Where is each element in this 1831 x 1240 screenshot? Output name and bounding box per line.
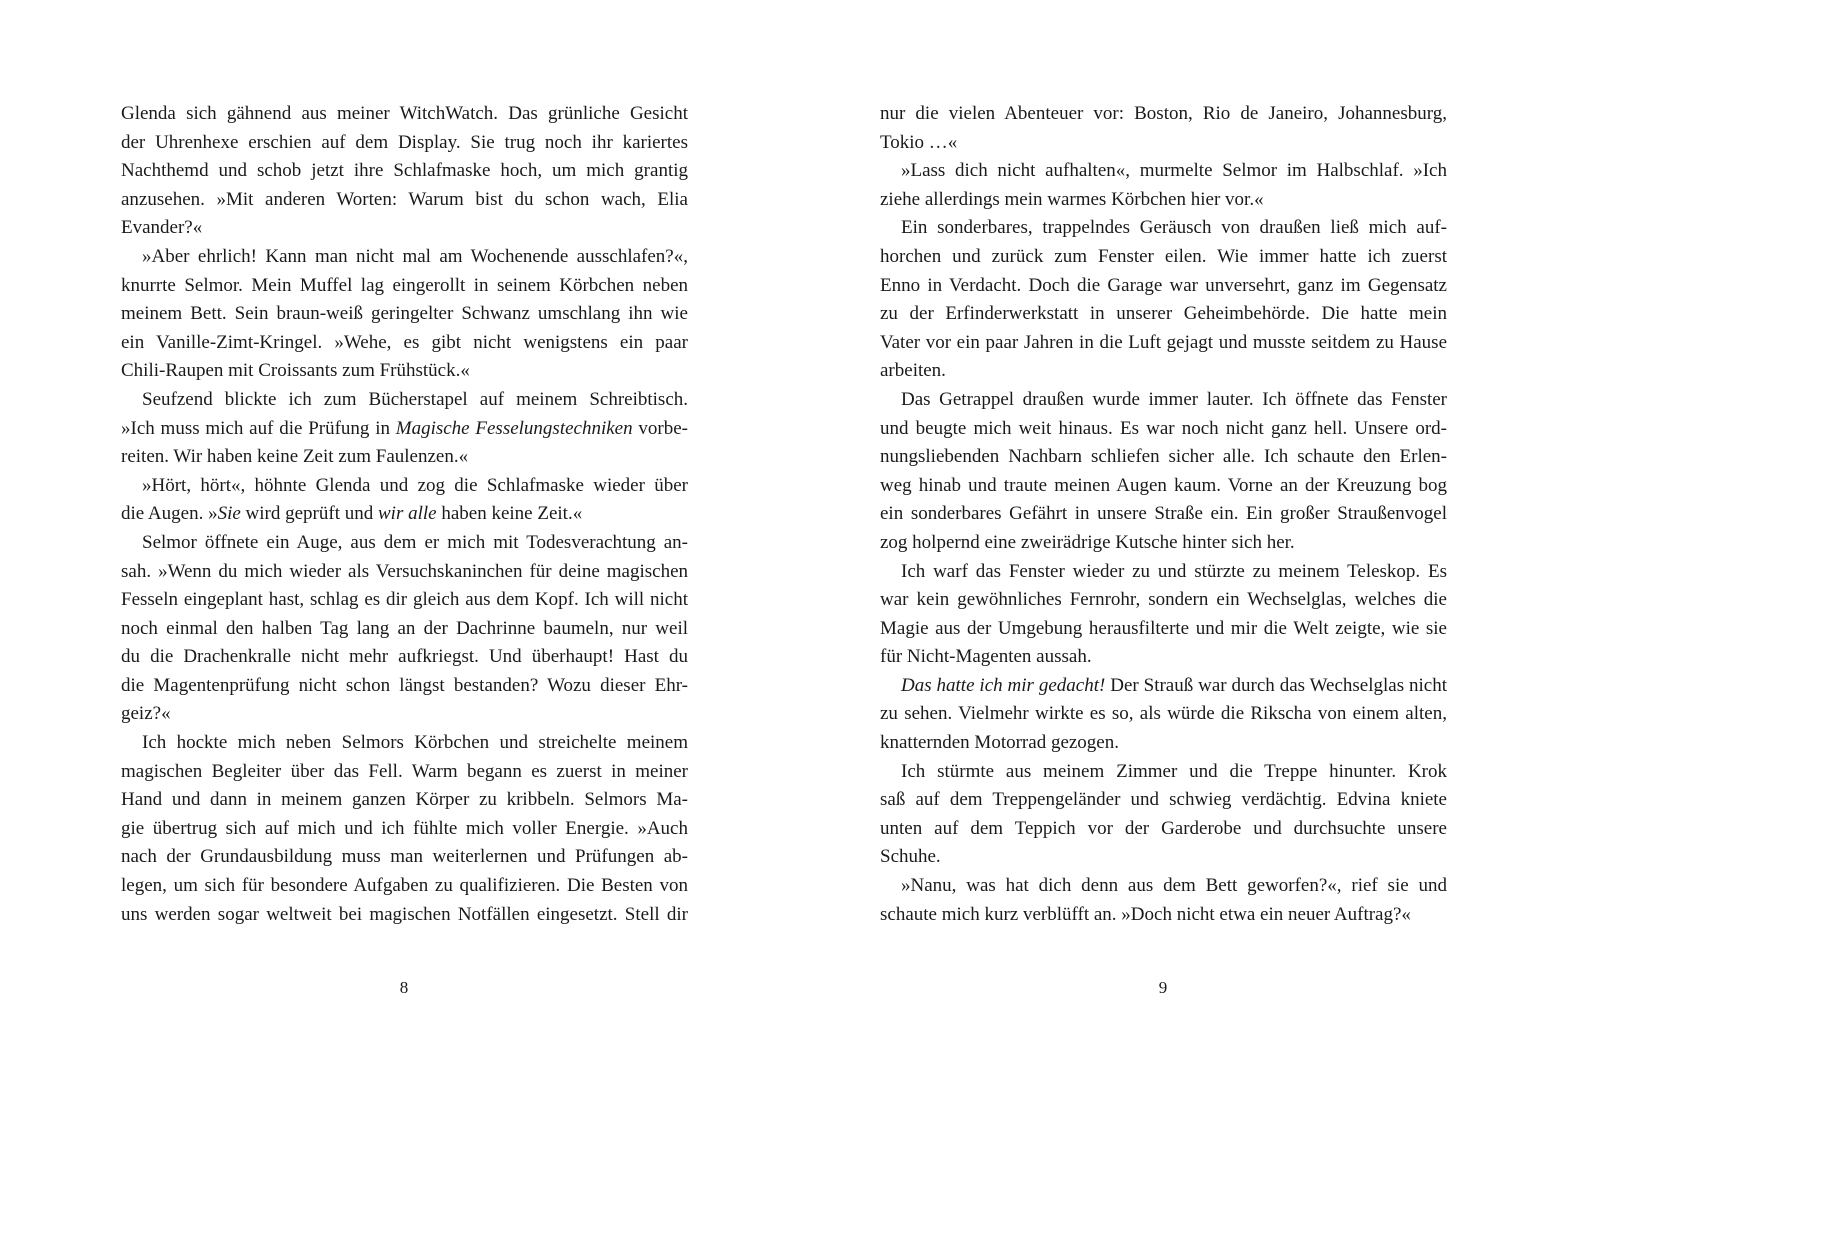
text-line: unten auf dem Teppich vor der Garderobe und durchsuchte unsere — [880, 817, 1447, 839]
text-line: »Ich muss mich auf die Prüfung in Magische Fesselungstechniken vorbe- — [121, 417, 688, 439]
page-number: 9 — [1158, 978, 1168, 997]
text-line: nungsliebenden Nachbarn schliefen sicher alle. Ich schaute den Erlen- — [880, 446, 1447, 468]
text-line: Nachthemd und schob jetzt ihre Schlafmaske hoch, um mich grantig — [121, 160, 688, 182]
text-line: weg hinab und traute meinen Augen kaum. Vorne an der Kreuzung bog — [880, 474, 1447, 496]
text-line: horchen und zurück zum Fenster eilen. Wie immer hatte ich zuerst — [880, 245, 1447, 267]
text-line: war kein gewöhnliches Fernrohr, sondern ein Wechselglas, welches die — [880, 589, 1447, 611]
text-line: Evander?« — [121, 217, 203, 239]
text-line: »Hört, hört«, höhnte Glenda und zog die Schlafmaske wieder über — [142, 474, 688, 496]
text-line: arbeiten. — [880, 360, 946, 382]
text-line: knatternden Motorrad gezogen. — [880, 732, 1119, 754]
text-line: Chili-Raupen mit Croissants zum Frühstück.« — [121, 360, 470, 382]
italic-text: Das hatte ich mir gedacht! — [901, 674, 1106, 696]
left-page — [0, 0, 784, 1061]
text-line: Das hatte ich mir gedacht! Der Strauß war durch das Wechselglas nicht — [901, 674, 1447, 696]
text-line: knurrte Selmor. Mein Muffel lag eingerollt in seinem Körbchen neben — [121, 274, 688, 296]
text-line: sah. »Wenn du mich wieder als Versuchskaninchen für deine magischen — [121, 560, 688, 582]
text-line: die Magentenprüfung nicht schon längst bestanden? Wozu dieser Ehr- — [121, 674, 688, 696]
italic-text: Sie — [217, 503, 241, 525]
text-line: Ich hockte mich neben Selmors Körbchen und streichelte meinem — [142, 732, 688, 754]
text-line: Fesseln eingeplant hast, schlag es dir gleich aus dem Kopf. Ich will nicht — [121, 589, 688, 611]
text-line: meinem Bett. Sein braun-weiß geringelter Schwanz umschlang ihn wie — [121, 303, 688, 325]
text-line: legen, um sich für besondere Aufgaben zu qualifizieren. Die Besten von — [121, 875, 688, 897]
text-line: Ich warf das Fenster wieder zu und stürzte zu meinem Teleskop. Es — [901, 560, 1447, 582]
text-line: Glenda sich gähnend aus meiner WitchWatch. Das grünliche Gesicht — [121, 103, 688, 124]
italic-text: wir alle — [378, 503, 437, 525]
page-number: 8 — [399, 978, 409, 997]
text-line: »Aber ehrlich! Kann man nicht mal am Wochenende ausschlafen?«, — [142, 245, 688, 267]
text-line: geiz?« — [121, 703, 171, 725]
text-line: und beugte mich weit hinaus. Es war noch nicht ganz hell. Unsere ord- — [880, 417, 1447, 439]
text-line: zog holpernd eine zweirädrige Kutsche hinter sich her. — [880, 531, 1295, 553]
text-line: magischen Begleiter über das Fell. Warm begann es zuerst in meiner — [121, 760, 688, 782]
text-line: für Nicht-Magenten aussah. — [880, 646, 1092, 668]
text-line: zu der Erfinderwerkstatt in unserer Geheimbehörde. Die hatte mein — [880, 303, 1447, 325]
text-line: gie übertrug sich auf mich und ich fühlte mich voller Energie. »Auch — [121, 817, 688, 839]
text-line: ein Vanille-Zimt-Kringel. »Wehe, es gibt nicht wenigstens ein paar — [121, 331, 688, 353]
text-line: zu sehen. Vielmehr wirkte es so, als würde die Rikscha von einem alten, — [880, 703, 1447, 725]
text-line: Selmor öffnete ein Auge, aus dem er mich mit Todesverachtung an- — [142, 531, 688, 553]
text-line: noch einmal den halben Tag lang an der Dachrinne baumeln, nur weil — [121, 617, 688, 639]
text-line: uns werden sogar weltweit bei magischen Notfällen eingesetzt. Stell dir — [121, 903, 688, 925]
text-line: Seufzend blickte ich zum Bücherstapel auf meinem Schreibtisch. — [142, 388, 688, 410]
text-line: Das Getrappel draußen wurde immer lauter. Ich öffnete das Fenster — [901, 388, 1447, 410]
text-line: »Nanu, was hat dich denn aus dem Bett geworfen?«, rief sie und — [901, 875, 1447, 897]
text-line: du die Drachenkralle nicht mehr aufkriegst. Und überhaupt! Hast du — [121, 646, 688, 668]
text-line: anzusehen. »Mit anderen Worten: Warum bist du schon wach, Elia — [121, 188, 688, 210]
text-line: Ein sonderbares, trappelndes Geräusch von draußen ließ mich auf- — [901, 217, 1447, 239]
text-line: Enno in Verdacht. Doch die Garage war unversehrt, ganz im Gegensatz — [880, 274, 1447, 296]
text-line: saß auf dem Treppengeländer und schwieg verdächtig. Edvina kniete — [880, 789, 1447, 811]
text-line: nach der Grundausbildung muss man weiterlernen und Prüfungen ab- — [121, 846, 688, 868]
text-line: Schuhe. — [880, 846, 941, 868]
text-line: Ich stürmte aus meinem Zimmer und die Treppe hinunter. Krok — [901, 760, 1447, 782]
text-line: der Uhrenhexe erschien auf dem Display. Sie trug noch ihr kariertes — [121, 131, 688, 153]
text-line: schaute mich kurz verblüfft an. »Doch nicht etwa ein neuer Auftrag?« — [880, 903, 1411, 925]
text-line: ziehe allerdings mein warmes Körbchen hier vor.« — [880, 188, 1264, 210]
text-line: Hand und dann in meinem ganzen Körper zu kribbeln. Selmors Ma- — [121, 789, 688, 811]
text-line: reiten. Wir haben keine Zeit zum Faulenzen.« — [121, 446, 469, 468]
right-page — [784, 0, 1568, 1061]
text-line: die Augen. »Sie wird geprüft und wir alle haben keine Zeit.« — [121, 503, 583, 525]
right-page-text — [880, 100, 1447, 929]
text-line: ein sonderbares Gefährt in unsere Straße ein. Ein großer Straußenvogel — [880, 503, 1447, 525]
text-line: Magie aus der Umgebung herausfilterte und mir die Welt zeigte, wie sie — [880, 617, 1447, 639]
text-line: »Lass dich nicht aufhalten«, murmelte Selmor im Halbschlaf. »Ich — [901, 160, 1447, 182]
left-page-text — [121, 100, 688, 929]
text-line: Vater vor ein paar Jahren in die Luft gejagt und musste seitdem zu Hause — [880, 331, 1447, 353]
italic-text: Magische Fesselungstechniken — [395, 417, 633, 439]
text-line: Tokio …« — [880, 131, 958, 153]
text-line: nur die vielen Abenteuer vor: Boston, Rio de Janeiro, Johannesburg, — [880, 103, 1447, 124]
